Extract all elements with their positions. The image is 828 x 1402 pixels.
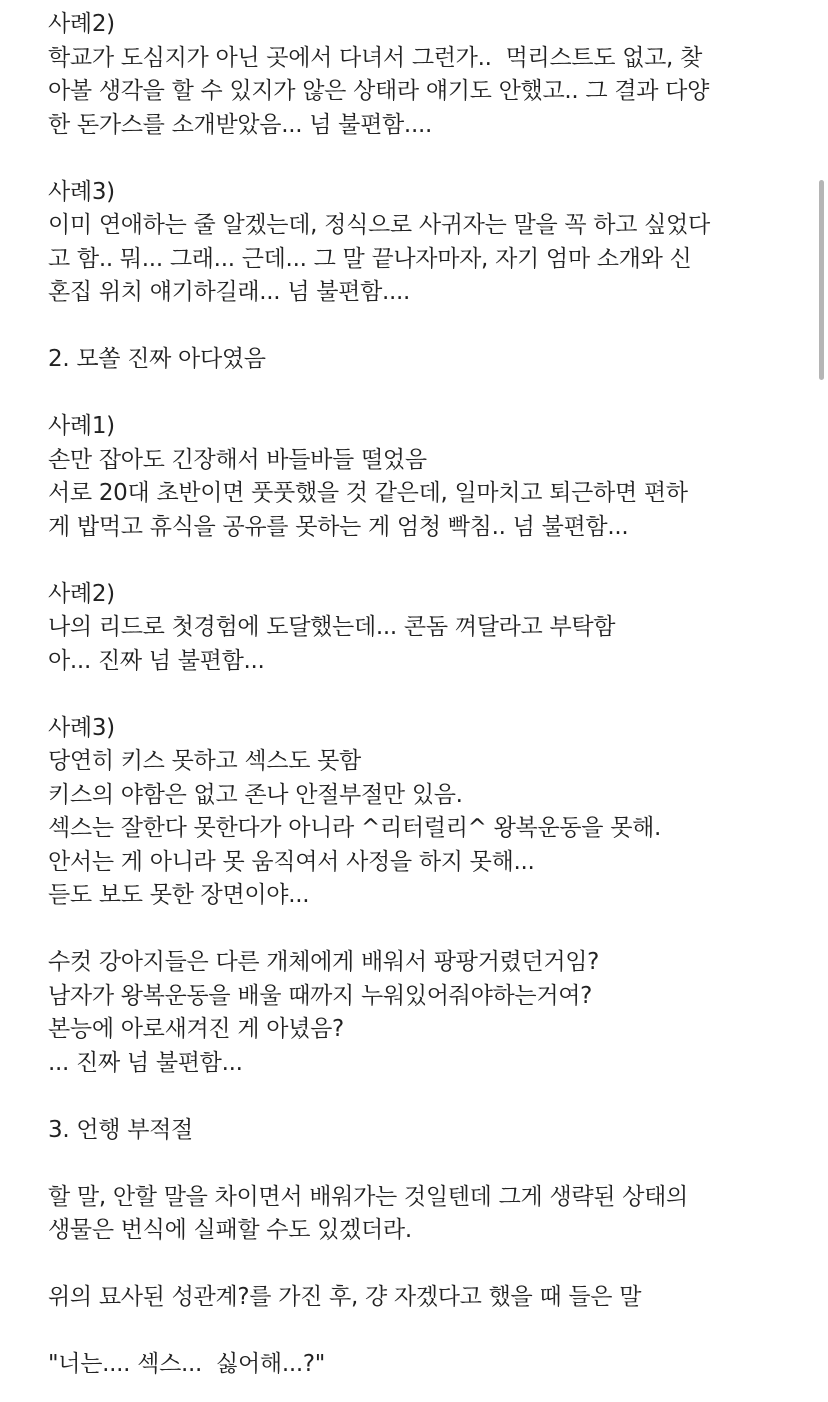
text-line: 생물은 번식에 실패할 수도 있겠더라. [48,1217,412,1243]
text-line: 안서는 게 아니라 못 움직여서 사정을 하지 못해... [48,848,535,875]
text-line: 당연히 키스 못하고 섹스도 못함 [48,748,361,774]
text-line: 사례2) [48,11,115,37]
section-heading: 3. 언행 부적절 [48,1116,193,1143]
text-line: 손만 잡아도 긴장해서 바들바들 떨었음 [48,446,427,473]
paragraph-gap [48,1147,808,1181]
text-line: 사례3) [48,178,115,205]
quoted-line: "너는.... 섹스... 싫어해...?" [48,1351,326,1377]
text-line: ... 진짜 넘 불편함... [48,1049,243,1076]
text-line: 게 밥먹고 휴식을 공유를 못하는 게 엄청 빡침.. 넘 불편함... [48,513,629,540]
text-line: 본능에 아로새겨진 게 아녔음? [48,1016,344,1042]
paragraph-gap [48,310,808,344]
text-line: 아... 진짜 넘 불편함... [48,647,265,674]
text-line: 아볼 생각을 할 수 있지가 않은 상태라 얘기도 안했고.. 그 결과 다양 [48,78,710,104]
text-line: 사례1) [48,413,115,439]
paragraph-gap [48,1080,808,1114]
paragraph-gap [48,678,808,712]
paragraph-gap [48,544,808,578]
text-line: 한 돈가스를 소개받았음... 넘 불편함.... [48,111,432,138]
text-line: 키스의 야함은 없고 존나 안절부절만 있음. [48,781,463,808]
paragraph-gap [48,913,808,947]
article-body [48,8,808,1382]
text-line: 사례3) [48,714,115,741]
text-line: 듣도 보도 못한 장면이야... [48,882,310,908]
text-line: 혼집 위치 얘기하길래... 넘 불편함.... [48,279,411,305]
text-line: 섹스는 잘한다 못한다가 아니라 ^리터럴리^ 왕복운동을 못해. [48,815,662,841]
text-line: 서로 20대 초반이면 풋풋했을 것 같은데, 일마치고 퇴근하면 편하 [48,480,688,506]
paragraph-gap [48,1315,808,1349]
text-line: 사례2) [48,580,115,607]
text-line: 고 함.. 뭐... 그래... 근데... 그 말 끝나자마자, 자기 엄마 소개와 신 [48,245,692,272]
section-heading: 2. 모쏠 진짜 아다였음 [48,346,266,372]
text-line: 할 말, 안할 말을 차이면서 배워가는 것일텐데 그게 생략된 상태의 [48,1183,688,1210]
paragraph-gap [48,1248,808,1282]
text-line: 학교가 도심지가 아닌 곳에서 다녀서 그런가.. 먹리스트도 없고, 찾 [48,44,703,71]
text-line: 남자가 왕복운동을 배울 때까지 누워있어줘야하는거여? [48,982,593,1009]
paragraph-gap [48,142,808,176]
scrollbar-thumb[interactable] [819,180,824,380]
text-line: 이미 연애하는 줄 알겠는데, 정식으로 사귀자는 말을 꼭 하고 싶었다 [48,212,710,238]
text-line: 나의 리드로 첫경험에 도달했는데... 콘돔 껴달라고 부탁함 [48,614,616,640]
text-line: 위의 묘사된 성관계?를 가진 후, 걍 자겠다고 했을 때 들은 말 [48,1284,642,1310]
text-line: 수컷 강아지들은 다른 개체에게 배워서 팡팡거렸던거임? [48,949,600,975]
paragraph-gap [48,377,808,411]
